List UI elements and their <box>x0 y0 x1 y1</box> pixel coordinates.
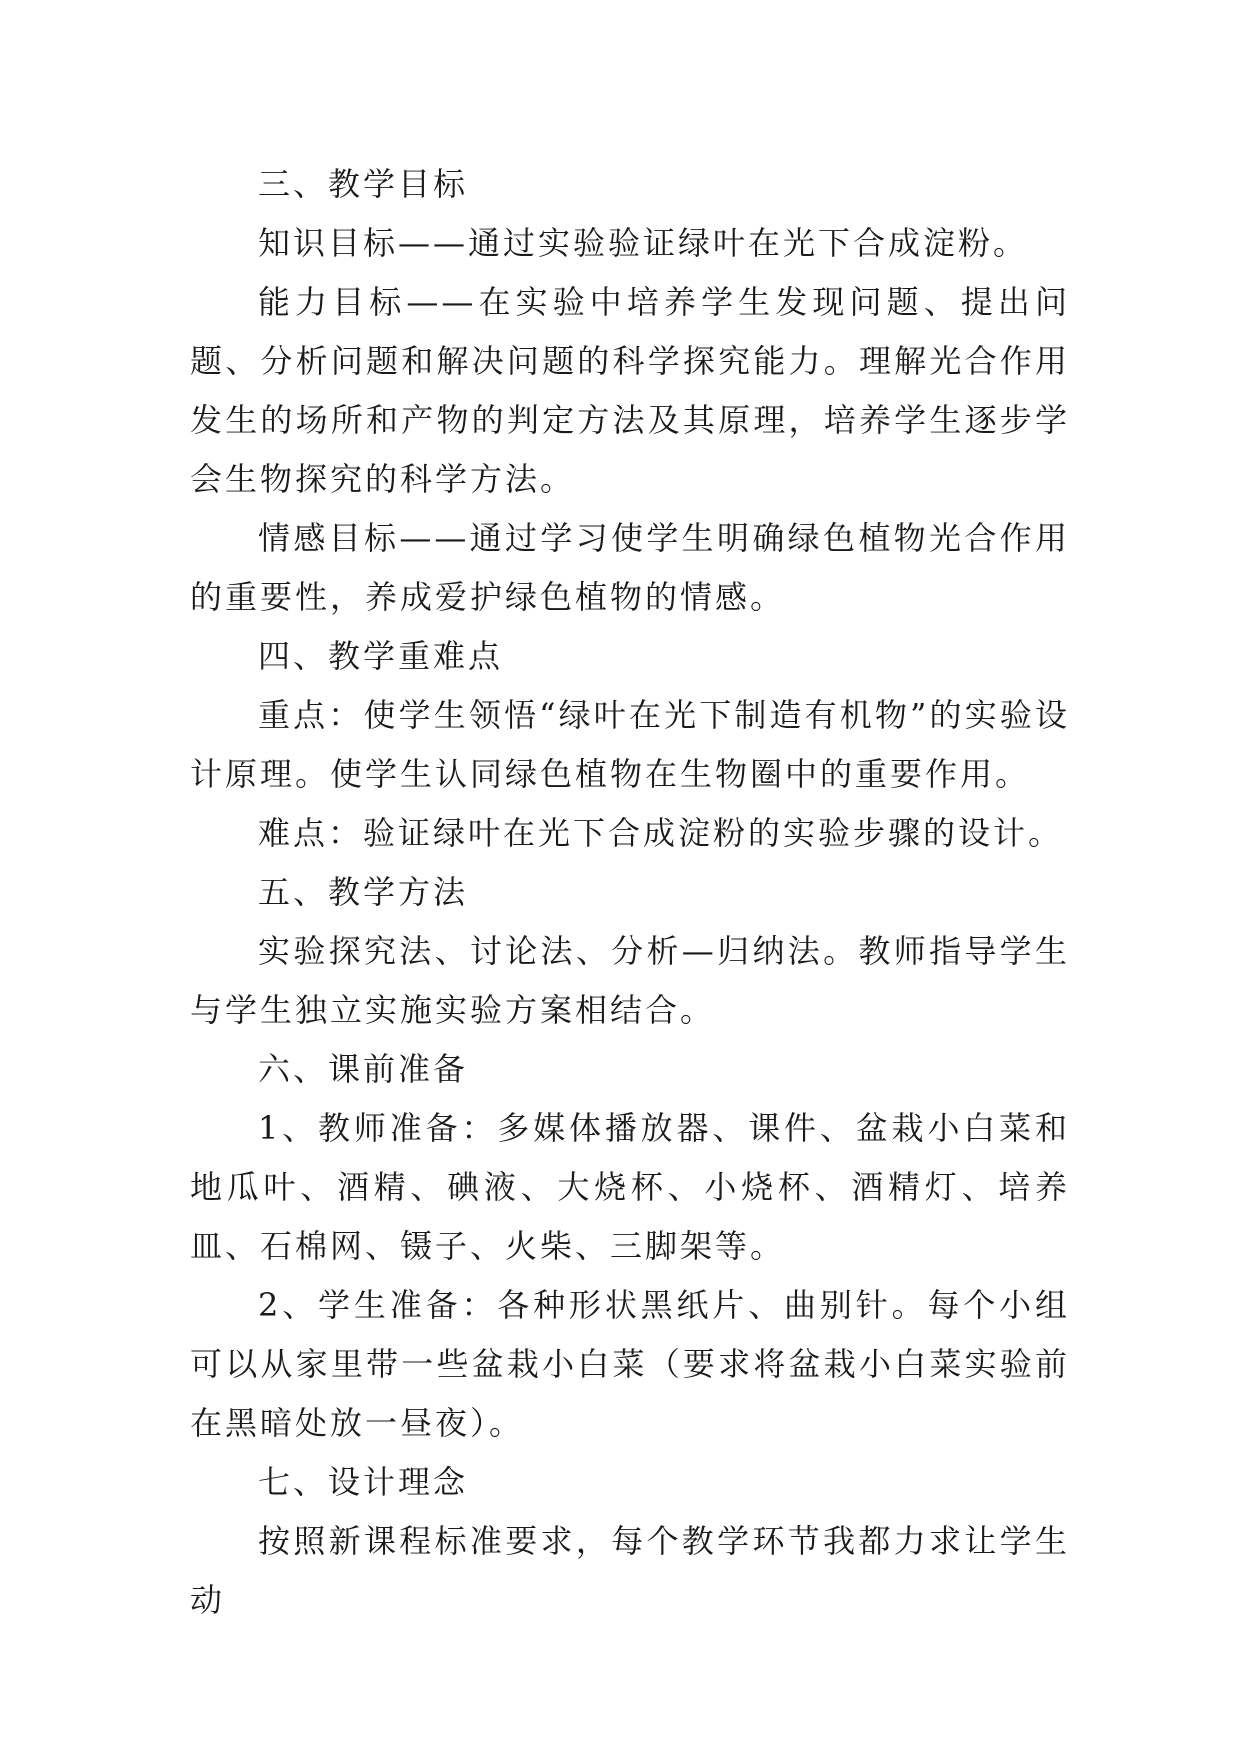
ability-objective-paragraph: 能力目标——在实验中培养学生发现问题、提出问题、分析问题和解决问题的科学探究能力。理解光合作用发生的场所和产物的判定方法及其原理，培养学生逐步学会生物探究的科学方法。 <box>190 283 1070 498</box>
teacher-preparation-paragraph: 1、教师准备：多媒体播放器、课件、盆栽小白菜和地瓜叶、酒精、碘液、大烧杯、小烧杯、酒精灯、培养皿、石棉网、镊子、火柴、三脚架等。 <box>190 1109 1070 1265</box>
design-concept-paragraph: 按照新课程标准要求，每个教学环节我都力求让学生动 <box>190 1522 1070 1619</box>
section-heading-design-concept: 七、设计理念 <box>258 1463 469 1501</box>
section-heading-objectives: 三、教学目标 <box>258 165 469 203</box>
document-body <box>190 155 1070 1630</box>
emotion-objective-paragraph: 情感目标——通过学习使学生明确绿色植物光合作用的重要性，养成爱护绿色植物的情感。 <box>190 519 1070 616</box>
knowledge-objective-paragraph: 知识目标——通过实验验证绿叶在光下合成淀粉。 <box>258 224 1029 262</box>
section-heading-preparation: 六、课前准备 <box>258 1050 469 1088</box>
methods-paragraph: 实验探究法、讨论法、分析—归纳法。教师指导学生与学生独立实施实验方案相结合。 <box>190 932 1070 1029</box>
section-heading-methods: 五、教学方法 <box>258 873 469 911</box>
difficulty-paragraph: 难点：验证绿叶在光下合成淀粉的实验步骤的设计。 <box>258 814 1064 852</box>
student-preparation-paragraph: 2、学生准备：各种形状黑纸片、曲别针。每个小组可以从家里带一些盆栽小白菜（要求将盆栽小白菜实验前在黑暗处放一昼夜）。 <box>190 1286 1070 1442</box>
key-point-paragraph: 重点：使学生领悟“绿叶在光下制造有机物”的实验设计原理。使学生认同绿色植物在生物圈中的重要作用。 <box>190 696 1070 793</box>
section-heading-key-points: 四、教学重难点 <box>258 637 504 675</box>
